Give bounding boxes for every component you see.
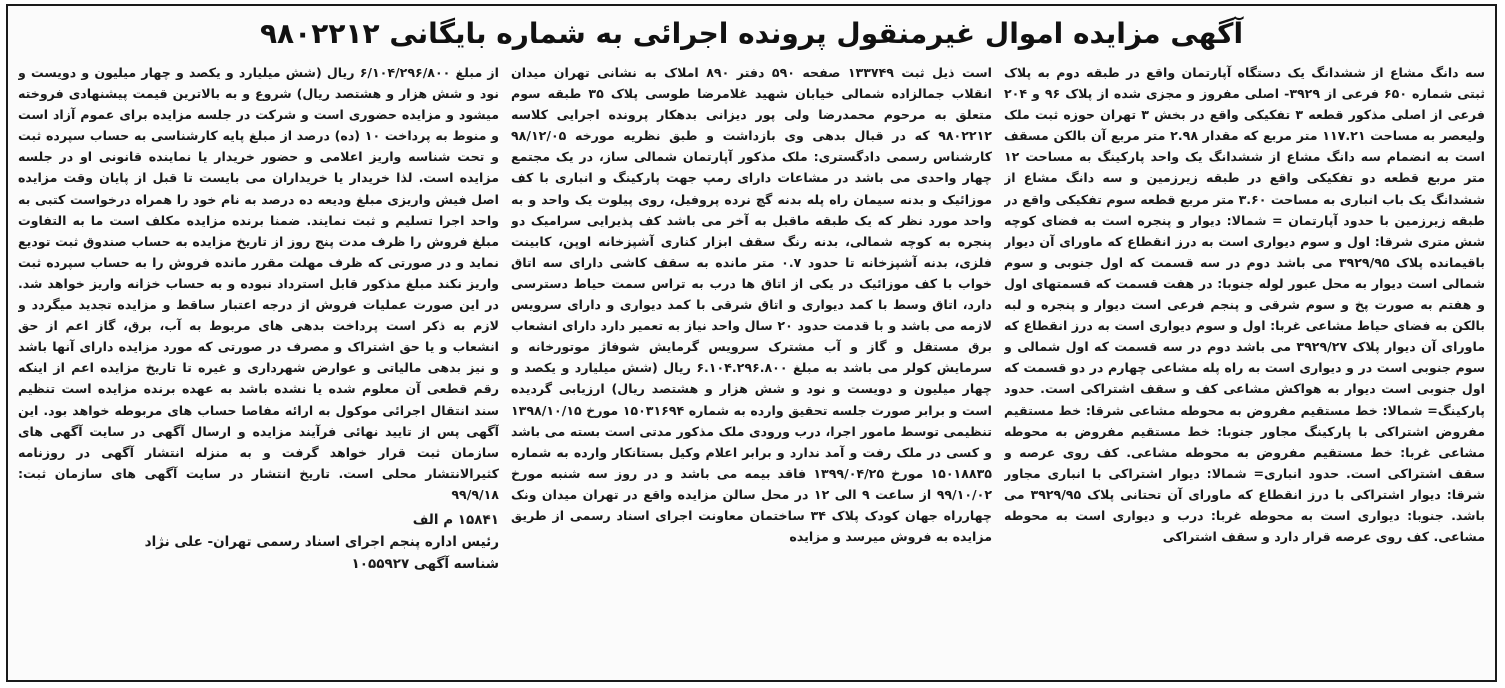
column-middle-text: است ذیل ثبت ۱۳۳۷۴۹ صفحه ۵۹۰ دفتر ۸۹۰ املاک به نشانی تهران میدان انقلاب جمالزاده شمالی خیابان شهید غلامرضا طوسی پلاک ۳۵ طبقه سوم متعلق به مرحوم محمدرضا ولی پور دیزانی بدهکار پرونده اجرایی کلاسه ۹۸۰۲۲۱۲ که در قبال بدهی وی بازداشت و طبق نظریه مورخه ۹۸/۱۲/۰۵ کارشناس رسمی دادگستری: ملک مذکور آپارتمان شمالی ساز، در یک مجتمع چهار واحدی می باشد در مشاعات دارای رمپ جهت پارکینگ و انباری با کف موزائیک و بدنه سیمان راه پله بدنه گچ نرده پروفیل، روی پیلوت یک واحد و به واحد مورد نظر که یک طبقه ماقبل به آخر می باشد کف پذیرایی سرامیک دو پنجره به کوچه شمالی، بدنه رنگ سقف ابزار کناری آشپزخانه اوپن، کابینت فلزی، بدنه آشپزخانه تا حدود ۰.۷ متر مانده به سقف کاشی دارای سه اتاق خواب با کف موزائیک در یکی از اتاق ها درب به تراس سمت حیاط دسترسی دارد، اتاق وسط با کمد دیواری و اتاق شرقی با کمد دیواری و دارای سرویس لازمه می باشد و با قدمت حدود ۲۰ سال واحد نیاز به تعمیر دارد دارای انشعاب برق مستقل و گاز و آب مشترک سرویس گرمایش شوفاژ موتورخانه و سرمایش کولر می باشد به مبلغ ۶.۱۰۴.۲۹۶.۸۰۰ ریال (شش میلیارد و یکصد و چهار میلیون و دویست و نود و شش هزار و هشتصد ریال) ارزیابی گردیده است و برابر صورت جلسه تحقیق وارده به شماره ۱۵۰۳۱۶۹۴ مورخ ۱۳۹۸/۱۰/۱۵ تنظیمی توسط مامور اجرا، درب ورودی ملک مذکور مدتی است بسته می باشد و کسی در ملک رفت و آمد ندارد و برابر اعلام وکیل بستانکار وارده به شماره ۱۵۰۱۸۸۳۵ مورخ ۱۳۹۹/۰۴/۲۵ فاقد بیمه می باشد و در روز سه شنبه مورخ ۹۹/۱۰/۰۲ از ساعت ۹ الی ۱۲ در محل سالن مزایده واقع در تهران میدان ونک چهارراه جهان کودک پلاک ۳۴ ساختمان معاونت اجرای اسناد رسمی از طریق مزایده به فروش میرسد و مزایده (511, 65, 992, 545)
notice-column-right (1004, 62, 1485, 674)
signature-name: رئیس اداره پنجم اجرای اسناد رسمی تهران- علی نژاد (144, 533, 499, 550)
signature-block (18, 509, 499, 575)
notice-title: آگهی مزایده اموال غیرمنقول پرونده اجرائی به شماره بایگانی ۹۸۰۲۲۱۲ (259, 17, 1244, 50)
column-left-text: از مبلغ ۶/۱۰۴/۲۹۶/۸۰۰ ریال (شش میلیارد و یکصد و چهار میلیون و دویست و نود و شش هزار و هشتصد ریال) شروع و به بالاترین قیمت پیشنهادی فروخته میشود و مزایده حضوری است و شرکت در جلسه مزایده برای عموم آزاد است و منوط به پرداخت ۱۰ (ده) درصد از مبلغ پایه کارشناسی به حساب سپرده ثبت و تحت شناسه واریز اعلامی و حضور خریدار یا نماینده قانونی او در جلسه مزایده است. لذا خریدار یا خریداران می بایست تا قبل از پایان وقت مزایده اصل فیش واریزی مبلغ ودیعه ده درصد به نام خود را همراه درخواست کتبی به واحد اجرا تسلیم و ثبت نمایند. ضمنا برنده مزایده مکلف است ما به التفاوت مبلغ فروش را ظرف مدت پنج روز از تاریخ مزایده به حساب صندوق ثبت تودیع نماید و در صورتی که ظرف مهلت مقرر مانده فروش را به حساب سپرده ثبت واریز نکند مبلغ مذکور قابل استرداد نبوده و به حساب خزانه واریز خواهد شد. در این صورت عملیات فروش از درجه اعتبار ساقط و مزایده تجدید میگردد و لازم به ذکر است پرداخت بدهی های مربوط به آب، برق، گاز اعم از حق انشعاب و یا حق اشتراک و مصرف در صورتی که مورد مزایده دارای آنها باشد و نیز بدهی مالیاتی و عوارض شهرداری و غیره تا تاریخ مزایده اعم از اینکه رقم قطعی آن معلوم شده یا نشده باشد به عهده برنده مزایده است تنظیم سند انتقال اجرائی موکول به ارائه مفاصا حساب های مربوطه خواهد بود. این آگهی پس از تایید نهائی فرآیند مزایده و ارسال آگهی در سایت آگهی های سازمان ثبت قرار خواهد گرفت و به منزله انتشار آگهی در روزنامه کثیرالانتشار محلی است. تاریخ انتشار در سایت آگهی های سازمان ثبت: ۹۹/۹/۱۸ (18, 65, 499, 502)
notice-id: شناسه آگهی ۱۰۵۵۹۲۷ (351, 555, 499, 572)
notice-column-left (18, 62, 499, 674)
column-right-text: سه دانگ مشاع از ششدانگ یک دستگاه آپارتمان واقع در طبقه دوم به پلاک ثبتی شماره ۶۵۰ فرعی از ۳۹۲۹- اصلی مفروز و مجزی شده از پلاک ۹۶ و ۲۰۴ فرعی از اصلی مذکور قطعه ۳ تفکیکی واقع در بخش ۳ تهران حوزه ثبت ملک ولیعصر به مساحت ۱۱۷.۲۱ متر مربع که مقدار ۲.۹۸ متر مربع آن بالکن مسقف است به انضمام سه دانگ مشاع از ششدانگ یک واحد پارکینگ به مساحت ۱۲ متر مربع قطعه دو تفکیکی واقع در طبقه زیرزمین و سه دانگ مشاع از ششدانگ یک باب انباری به مساحت ۳.۶۰ متر مربع قطعه سوم تفکیکی واقع در طبقه زیرزمین با حدود آپارتمان = شمالا: دیوار و پنجره است به فضای کوچه شش متری شرقا: اول و سوم دیواری است به درز انقطاع که ماورای آن دیوار باقیمانده پلاک ۳۹۲۹/۹۵ می باشد دوم در سه قسمت که اول جنوبی و سوم شمالی است دیوار به محل عبور لوله جنوبا: در هفت قسمت که قسمتهای اول و هفتم به صورت پخ و سوم شرقی و پنجم فرعی است دیوار و پنجره و لبه بالکن به فضای حیاط مشاعی غربا: اول و سوم دیواری است به درز انقطاع که ماورای آن دیوار پلاک ۳۹۲۹/۲۷ می باشد دوم در سه قسمت که اول شمالی و سوم جنوبی است در و دیواری است به راه پله مشاعی چهارم در دو قسمت که اول جنوبی است دیوار به هواکش مشاعی کف و سقف اشتراکی است. حدود پارکینگ= شمالا: خط مستقیم مفروض به محوطه مشاعی شرقا: خط مستقیم مفروض اشتراکی با پارکینگ مجاور جنوبا: خط مستقیم مفروض به محوطه مشاعی غربا: خط مستقیم مفروض به محوطه مشاعی. کف روی عرصه و سقف اشتراکی است. حدود انباری= شمالا: دیوار اشتراکی با انباری مجاور شرقا: دیوار اشتراکی با درز انقطاع که ماورای آن تحتانی پلاک ۳۹۲۹/۹۵ می باشد. جنوبا: دیواری است به محوطه غربا: درب و دیواری است به محوطه مشاعی. کف روی عرصه قرار دارد و سقف اشتراکی (1004, 65, 1485, 545)
notice-column-middle (511, 62, 992, 674)
notice-columns (18, 62, 1485, 674)
notice-page (6, 4, 1497, 682)
signature-code: ۱۵۸۴۱ م الف (412, 511, 499, 528)
